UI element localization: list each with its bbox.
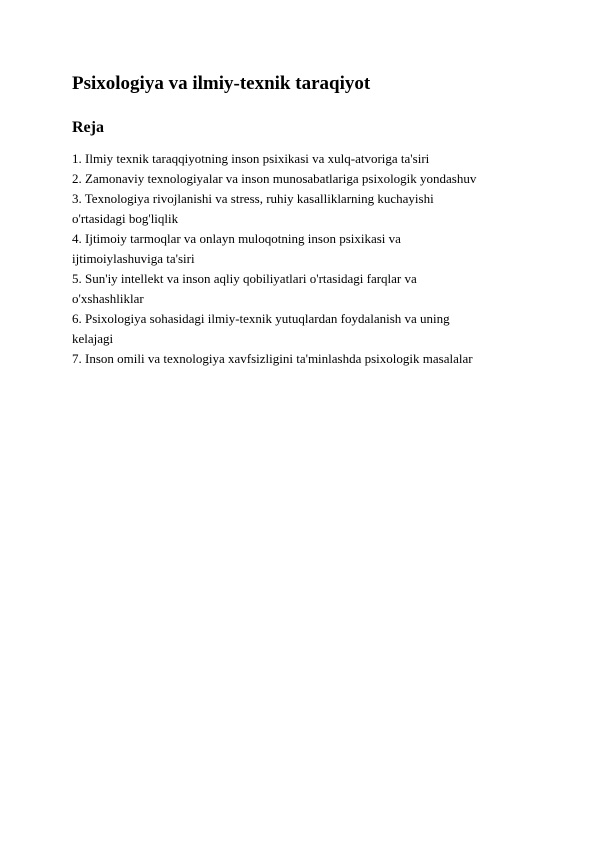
- plan-line: 3. Texnologiya rivojlanishi va stress, ruhiy kasalliklarning kuchayishi: [72, 191, 434, 206]
- plan-line: 2. Zamonaviy texnologiyalar va inson munosabatlariga psixologik yondashuv: [72, 171, 477, 186]
- plan-list: [72, 149, 524, 369]
- plan-line: 7. Inson omili va texnologiya xavfsizligini ta'minlashda psixologik masalalar: [72, 351, 473, 366]
- plan-line: 6. Psixologiya sohasidagi ilmiy-texnik yutuqlardan foydalanish va uning: [72, 311, 450, 326]
- plan-line: ijtimoiylashuviga ta'siri: [72, 251, 195, 266]
- plan-line: kelajagi: [72, 331, 114, 346]
- section-heading-reja: Reja: [72, 119, 104, 136]
- plan-line: 4. Ijtimoiy tarmoqlar va onlayn muloqotning inson psixikasi va: [72, 231, 401, 246]
- plan-line: o'xshashliklar: [72, 291, 144, 306]
- plan-line: 5. Sun'iy intellekt va inson aqliy qobiliyatlari o'rtasidagi farqlar va: [72, 271, 417, 286]
- plan-line: o'rtasidagi bog'liqlik: [72, 211, 179, 226]
- plan-line: 1. Ilmiy texnik taraqqiyotning inson psixikasi va xulq-atvoriga ta'siri: [72, 151, 430, 166]
- document-title: Psixologiya va ilmiy-texnik taraqiyot: [72, 73, 371, 94]
